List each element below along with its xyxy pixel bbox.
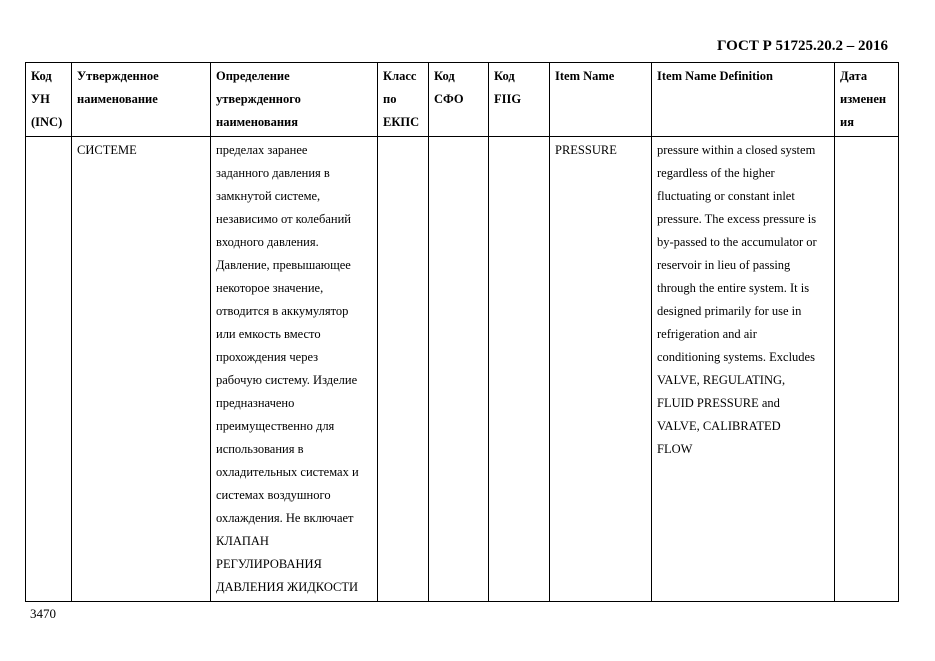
cell-line: заданного давления в [216,166,330,180]
col-header-ekps-class [378,63,429,137]
cell-line: ЕКПС [383,115,420,129]
cell-line: Класс [383,69,417,83]
table-header-row [26,63,899,137]
cell-line: FIIG [494,92,522,106]
cell-line: by-passed to the accumulator or [657,235,817,249]
cell-item-name-definition [652,137,835,602]
cell-line: Item Name Definition [657,69,773,83]
cell-inc [26,137,72,602]
cell-line: Определение [216,69,290,83]
col-header-item-name-definition [652,63,835,137]
cell-line: Item Name [555,69,615,83]
cell-line: преимущественно для [216,419,335,433]
table-row [26,137,899,602]
cell-line: FLOW [657,442,693,456]
cell-line: КЛАПАН [216,534,269,548]
cell-line: охлаждения. Не включает [216,511,354,525]
col-header-sfo-code [429,63,489,137]
cell-line: или емкость вместо [216,327,321,341]
col-header-definition [211,63,378,137]
cell-line: охладительных системах и [216,465,359,479]
cell-line: conditioning systems. Excludes [657,350,815,364]
cell-line: независимо от колебаний [216,212,351,226]
cell-line: утвержденного [216,92,301,106]
col-header-fiig-code [489,63,550,137]
cell-line: некоторое значение, [216,281,324,295]
cell-approved-name [72,137,211,602]
cell-line: наименование [77,92,158,106]
cell-line: Код [434,69,455,83]
cell-definition-ru [211,137,378,602]
col-header-inc [26,63,72,137]
cell-line: входного давления. [216,235,319,249]
cell-line: отводится в аккумулятор [216,304,349,318]
cell-line: pressure within a closed system [657,143,816,157]
cell-line: Дата [840,69,868,83]
cell-ekps-class [378,137,429,602]
cell-line: ДАВЛЕНИЯ ЖИДКОСТИ [216,580,359,594]
cell-line: использования в [216,442,304,456]
cell-line: reservoir in lieu of passing [657,258,791,272]
cell-line: pressure. The excess pressure is [657,212,817,226]
col-header-approved-name [72,63,211,137]
standard-header: ГОСТ Р 51725.20.2 – 2016 [716,38,888,54]
col-header-change-date [835,63,899,137]
nomenclature-table [25,62,899,602]
cell-line: refrigeration and air [657,327,757,341]
cell-sfo-code [429,137,489,602]
page-number: 3470 [30,606,56,621]
cell-line: системах воздушного [216,488,331,502]
cell-line: наименования [216,115,299,129]
cell-change-date [835,137,899,602]
cell-line: изменен [840,92,887,106]
cell-line: Утвержденное [77,69,159,83]
cell-line: СИСТЕМЕ [77,143,137,157]
cell-line: PRESSURE [555,143,617,157]
cell-line: (INC) [31,115,63,129]
col-header-item-name [550,63,652,137]
cell-item-name [550,137,652,602]
cell-line: Код [494,69,515,83]
cell-line: ия [840,115,854,129]
cell-line: РЕГУЛИРОВАНИЯ [216,557,322,571]
cell-line: designed primarily for use in [657,304,802,318]
cell-line: Давление, превышающее [216,258,351,272]
cell-line: рабочую систему. Изделие [216,373,358,387]
cell-line: пределах заранее [216,143,308,157]
cell-line: regardless of the higher [657,166,775,180]
cell-line: СФО [434,92,464,106]
cell-fiig-code [489,137,550,602]
cell-line: по [383,92,397,106]
cell-line: fluctuating or constant inlet [657,189,795,203]
cell-line: VALVE, CALIBRATED [657,419,781,433]
cell-line: Код [31,69,52,83]
cell-line: УН [31,92,50,106]
cell-line: through the entire system. It is [657,281,810,295]
cell-line: VALVE, REGULATING, [657,373,786,387]
cell-line: предназначено [216,396,295,410]
cell-line: прохождения через [216,350,319,364]
cell-line: FLUID PRESSURE and [657,396,780,410]
cell-line: замкнутой системе, [216,189,321,203]
